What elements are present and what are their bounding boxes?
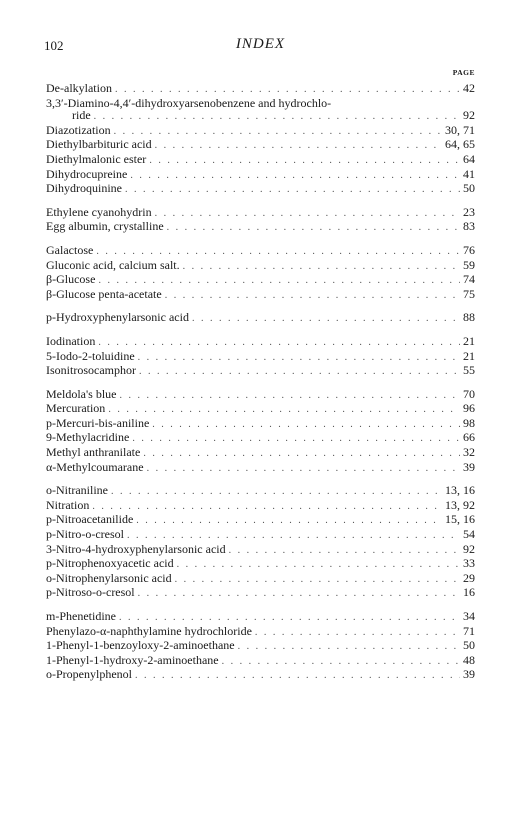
index-entry bbox=[46, 668, 475, 683]
index-term: 5-Iodo-2-toluidine bbox=[46, 348, 135, 363]
index-pages: 96 bbox=[463, 401, 475, 416]
index-group bbox=[46, 388, 475, 476]
dot-leader bbox=[155, 208, 460, 221]
index-entry bbox=[46, 513, 475, 528]
index-entry bbox=[46, 109, 475, 124]
index-group bbox=[46, 311, 475, 326]
index-pages: 42 bbox=[463, 81, 475, 95]
index-entry bbox=[46, 259, 475, 274]
dot-leader bbox=[165, 290, 460, 303]
index-entry bbox=[46, 388, 475, 403]
index-entry bbox=[46, 586, 475, 601]
index-entry bbox=[46, 543, 475, 558]
index-entry bbox=[46, 153, 475, 168]
index-group bbox=[46, 244, 475, 302]
dot-leader bbox=[108, 404, 460, 417]
index-pages: 88 bbox=[463, 310, 475, 325]
index-term: Galactose bbox=[46, 242, 94, 257]
index-pages: 13, 16 bbox=[445, 483, 475, 498]
index-group bbox=[46, 335, 475, 379]
dot-leader bbox=[183, 261, 460, 274]
index-pages: 32 bbox=[463, 445, 475, 460]
index-term: Isonitrosocamphor bbox=[46, 363, 136, 378]
dot-leader bbox=[98, 337, 460, 350]
index-pages: 23 bbox=[463, 204, 475, 219]
index-term: Gluconic acid, calcium salt. bbox=[46, 257, 180, 272]
index-entry bbox=[46, 206, 475, 221]
dot-leader bbox=[138, 588, 460, 601]
index-entry bbox=[46, 335, 475, 350]
index-entry bbox=[46, 654, 475, 669]
index-pages: 74 bbox=[463, 272, 475, 287]
page-number: 102 bbox=[44, 38, 64, 53]
dot-leader bbox=[135, 670, 460, 683]
dot-leader bbox=[98, 275, 460, 288]
index-pages: 13, 92 bbox=[445, 497, 475, 512]
index-entry bbox=[46, 639, 475, 654]
index-pages: 41 bbox=[463, 166, 475, 181]
index-term: β-Glucose penta-acetate bbox=[46, 286, 162, 301]
dot-leader bbox=[229, 545, 460, 558]
dot-leader bbox=[115, 84, 460, 97]
dot-leader bbox=[94, 111, 460, 124]
index-term: Mercuration bbox=[46, 401, 106, 416]
index-pages: 83 bbox=[463, 219, 475, 234]
index-term: Diethylmalonic ester bbox=[46, 151, 147, 166]
dot-leader bbox=[119, 612, 460, 625]
index-entry bbox=[46, 350, 475, 365]
index-group bbox=[46, 82, 475, 197]
dot-leader bbox=[130, 170, 460, 183]
index-term: 1-Phenyl-1-benzoyloxy-2-aminoethane bbox=[46, 638, 235, 653]
dot-leader bbox=[139, 366, 460, 379]
index-pages: 76 bbox=[463, 242, 475, 257]
index-group bbox=[46, 206, 475, 235]
dot-leader bbox=[92, 501, 442, 514]
index-entry bbox=[46, 610, 475, 625]
dot-leader bbox=[96, 246, 460, 259]
index-term: De-alkylation bbox=[46, 81, 112, 95]
index-term: p-Nitrophenoxyacetic acid bbox=[46, 556, 174, 571]
index-term: p-Nitro-o-cresol bbox=[46, 527, 124, 542]
index-list bbox=[46, 82, 475, 692]
dot-leader bbox=[222, 656, 460, 669]
index-term: 1-Phenyl-1-hydroxy-2-aminoethane bbox=[46, 652, 219, 667]
dot-leader bbox=[138, 352, 460, 365]
dot-leader bbox=[114, 126, 442, 139]
index-pages: 64, 65 bbox=[445, 137, 475, 152]
index-pages: 33 bbox=[463, 556, 475, 571]
index-pages: 50 bbox=[463, 181, 475, 196]
index-term: Egg albumin, crystalline bbox=[46, 219, 164, 234]
index-pages: 92 bbox=[463, 108, 475, 123]
index-entry bbox=[46, 244, 475, 259]
index-pages: 29 bbox=[463, 570, 475, 585]
dot-leader bbox=[255, 627, 460, 640]
index-group bbox=[46, 484, 475, 601]
index-entry bbox=[46, 484, 475, 499]
index-entry bbox=[46, 431, 475, 446]
index-pages: 39 bbox=[463, 459, 475, 474]
index-pages: 21 bbox=[463, 348, 475, 363]
index-entry bbox=[46, 220, 475, 235]
index-entry bbox=[46, 557, 475, 572]
index-entry bbox=[46, 625, 475, 640]
index-term: α-Methylcoumarane bbox=[46, 459, 144, 474]
dot-leader bbox=[177, 559, 460, 572]
index-term: p-Nitroso-o-cresol bbox=[46, 585, 135, 600]
index-term: o-Nitraniline bbox=[46, 483, 108, 498]
index-term: Methyl anthranilate bbox=[46, 445, 141, 460]
dot-leader bbox=[149, 155, 460, 168]
index-term: p-Mercuri-bis-aniline bbox=[46, 415, 150, 430]
dot-leader bbox=[143, 448, 460, 461]
index-term: Diazotization bbox=[46, 122, 111, 137]
index-pages: 16 bbox=[463, 585, 475, 600]
dot-leader bbox=[175, 574, 460, 587]
index-term: Diethylbarbituric acid bbox=[46, 137, 152, 152]
index-entry bbox=[46, 402, 475, 417]
index-pages: 59 bbox=[463, 257, 475, 272]
dot-leader bbox=[152, 419, 460, 432]
index-pages: 75 bbox=[463, 286, 475, 301]
index-term: 9-Methylacridine bbox=[46, 430, 130, 445]
index-entry bbox=[46, 82, 475, 97]
index-entry bbox=[46, 499, 475, 514]
index-entry bbox=[46, 273, 475, 288]
index-entry bbox=[46, 168, 475, 183]
dot-leader bbox=[147, 463, 460, 476]
index-entry bbox=[46, 182, 475, 197]
index-entry bbox=[46, 528, 475, 543]
index-pages: 66 bbox=[463, 430, 475, 445]
index-entry bbox=[46, 138, 475, 153]
index-entry bbox=[46, 311, 475, 326]
index-entry bbox=[46, 97, 475, 110]
index-pages: 98 bbox=[463, 415, 475, 430]
index-entry bbox=[46, 417, 475, 432]
page-title: INDEX bbox=[235, 36, 286, 52]
index-entry bbox=[46, 124, 475, 139]
dot-leader bbox=[192, 313, 460, 326]
index-pages: 55 bbox=[463, 363, 475, 378]
index-pages: 70 bbox=[463, 386, 475, 401]
dot-leader bbox=[111, 486, 442, 499]
index-term: m-Phenetidine bbox=[46, 609, 116, 623]
index-term: 3-Nitro-4-hydroxyphenylarsonic acid bbox=[46, 541, 226, 556]
index-term: Dihydrocupreine bbox=[46, 166, 128, 181]
index-pages: 92 bbox=[463, 541, 475, 556]
index-term: Phenylazo-α-naphthylamine hydrochloride bbox=[46, 623, 252, 638]
index-term: Ethylene cyanohydrin bbox=[46, 204, 152, 219]
dot-leader bbox=[125, 184, 460, 197]
index-pages: 71 bbox=[463, 623, 475, 638]
index-term: Dihydroquinine bbox=[46, 181, 122, 196]
index-pages: 39 bbox=[463, 667, 475, 682]
dot-leader bbox=[127, 530, 460, 543]
index-pages: 50 bbox=[463, 638, 475, 653]
index-pages: 34 bbox=[463, 609, 475, 623]
dot-leader bbox=[155, 140, 442, 153]
dot-leader bbox=[132, 433, 460, 446]
dot-leader bbox=[167, 222, 460, 235]
index-pages: 15, 16 bbox=[445, 512, 475, 527]
index-pages: 30, 71 bbox=[445, 122, 475, 137]
index-pages: 21 bbox=[463, 333, 475, 348]
index-term: p-Hydroxyphenylarsonic acid bbox=[46, 310, 189, 325]
index-term: β-Glucose bbox=[46, 272, 96, 287]
index-entry bbox=[46, 288, 475, 303]
index-term: p-Nitroacetanilide bbox=[46, 512, 134, 527]
index-term: Nitration bbox=[46, 497, 90, 512]
index-term: 3,3′-Diamino-4,4′-dihydroxyarsenobenzene and hydrochlo- bbox=[46, 95, 332, 110]
index-entry bbox=[46, 461, 475, 476]
page-column-label: PAGE bbox=[452, 68, 475, 77]
index-pages: 64 bbox=[463, 151, 475, 166]
index-pages: 48 bbox=[463, 652, 475, 667]
index-entry bbox=[46, 364, 475, 379]
index-term: Meldola's blue bbox=[46, 386, 117, 401]
dot-leader bbox=[119, 390, 460, 403]
index-term: o-Nitrophenylarsonic acid bbox=[46, 570, 172, 585]
index-term: Iodination bbox=[46, 333, 96, 348]
index-term: o-Propenylphenol bbox=[46, 667, 132, 682]
index-term: ride bbox=[72, 108, 91, 123]
index-pages: 54 bbox=[463, 527, 475, 542]
dot-leader bbox=[136, 515, 442, 528]
index-entry bbox=[46, 572, 475, 587]
index-entry bbox=[46, 446, 475, 461]
index-group bbox=[46, 610, 475, 683]
dot-leader bbox=[238, 641, 460, 654]
